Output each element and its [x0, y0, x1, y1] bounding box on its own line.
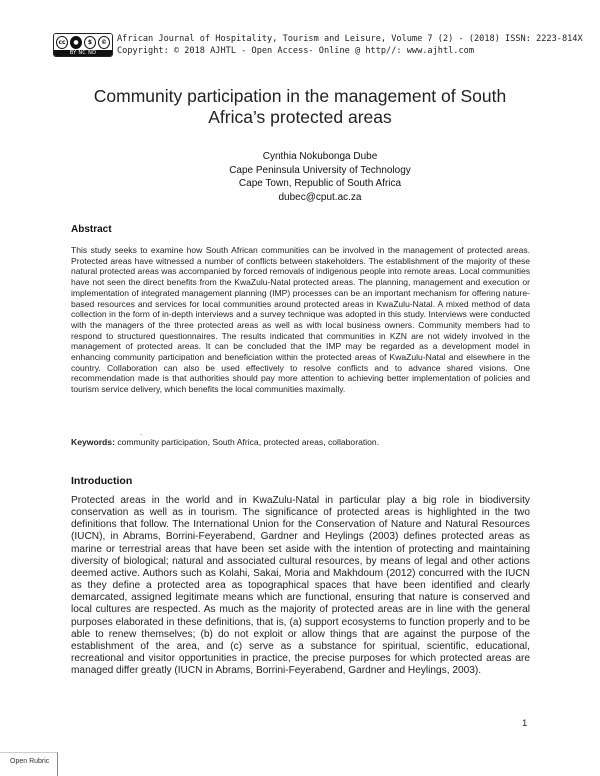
journal-header — [117, 33, 587, 57]
stray-mark: . — [140, 428, 143, 437]
author-name: Cynthia Nokubonga Dube — [262, 151, 378, 162]
copyright-line: Copyright: © 2018 AJHTL - Open Access- Online @ http//: www.ajhtl.com — [117, 46, 474, 56]
creative-commons-license-icon[interactable] — [53, 33, 113, 57]
page-number: 1 — [522, 718, 528, 729]
abstract-heading: Abstract — [71, 224, 112, 235]
title-line-2: Africa’s protected areas — [208, 107, 392, 127]
license-terms-strip: BY NC ND — [54, 50, 112, 56]
cc-icon: cc — [56, 36, 68, 49]
title-line-1: Community participation in the management of South — [93, 86, 507, 106]
introduction-text: Protected areas in the world and in KwaZulu-Natal in particular play a big role in biodiversity conservation as well as in tourism. The significance of protected areas is highlighted in the two definitions that follow. The International Union for the Conservation of Nature and Natural Resources (IUCN), in Abrams, Borrini-Feyerabend, Gardner and Heylings (2003) defines protected areas as marine or terrestrial areas that have been set aside with the intention of protecting and maintaining diversity of biological; natural and associated cultural resources, by means of legal and other actions deemed active. Authors such as Kolahi, Sakai, Moria and Makhdoum (2012) concurred with the IUCN as they define a protected area as topographical spaces that have been identified and clearly demarcated, assigned legitimate means which are functional, ensuring that nature is conserved and local cultures are respected. As much as the majority of protected areas are in line with the general purposes elaborated in these definitions, that is, (a) support ecosystems to function properly and to be able to renew themselves; (b) do not exploit or allow things that are against the purpose of the establishment of the area, and (c) serve as a substance for spiritual, scientific, educational, recreational and visitor opportunities in practice, the precise purposes for which protected areas are managed differ greatly (IUCN in Abrams, Borrini-Feyerabend, Gardner and Heylings, 2003). — [71, 495, 530, 677]
keywords-line — [71, 437, 541, 448]
author-location: Cape Town, Republic of South Africa — [238, 178, 402, 189]
author-block — [200, 150, 440, 204]
paper-title — [40, 86, 560, 128]
author-email[interactable]: dubec@cput.ac.za — [278, 191, 362, 203]
open-rubric-label[interactable]: Open Rubric — [0, 752, 58, 776]
keywords-label: Keywords: — [71, 437, 115, 447]
author-affiliation: Cape Peninsula University of Technology — [229, 164, 411, 176]
journal-citation-line: African Journal of Hospitality, Tourism and Leisure, Volume 7 (2) - (2018) ISSN: 2223-814X — [117, 34, 583, 44]
introduction-heading: Introduction — [71, 475, 133, 487]
by-person-icon: ● — [70, 36, 82, 49]
copyright-icon: © — [98, 36, 110, 49]
noncommercial-icon: $ — [84, 36, 96, 49]
keywords-list: community participation, South Africa, protected areas, collaboration. — [114, 437, 380, 447]
abstract-text: This study seeks to examine how South African communities can be involved in the management of protected areas. Protected areas have witnessed a number of conflicts between stakeholders. The establishment of the majority of these natural protected areas was accompanied by forced removals of indigenous people into remote areas. Local communities have not seen the direct benefits from the KwaZulu-Natal protected areas. The planning, management and execution or implementation of integrated management planning (IMP) processes can be an important mechanism for offering nature-based resources and services for local communities around protected areas in KwaZulu-Natal. A mixed method of data collection in the form of in-depth interviews and a survey technique was adopted in this study. Interviews were conducted with the managers of the three protected areas as well as with local business owners. Community members had to respond to structured questionnaires. The results indicated that communities in KZN are not widely involved in the management of protected areas. It can be concluded that the IMP may be regarded as a development model in enhancing community participation and beneficiation within the protected areas of KwaZulu-Natal and elsewhere in the country. Collaboration can also be used effectively to resolve conflicts and to advance shared visions. One recommendation made is that authorities should pay more attention to achieving better implementation of policies and tourism service delivery, which benefits the local communities maximally. — [71, 245, 530, 395]
